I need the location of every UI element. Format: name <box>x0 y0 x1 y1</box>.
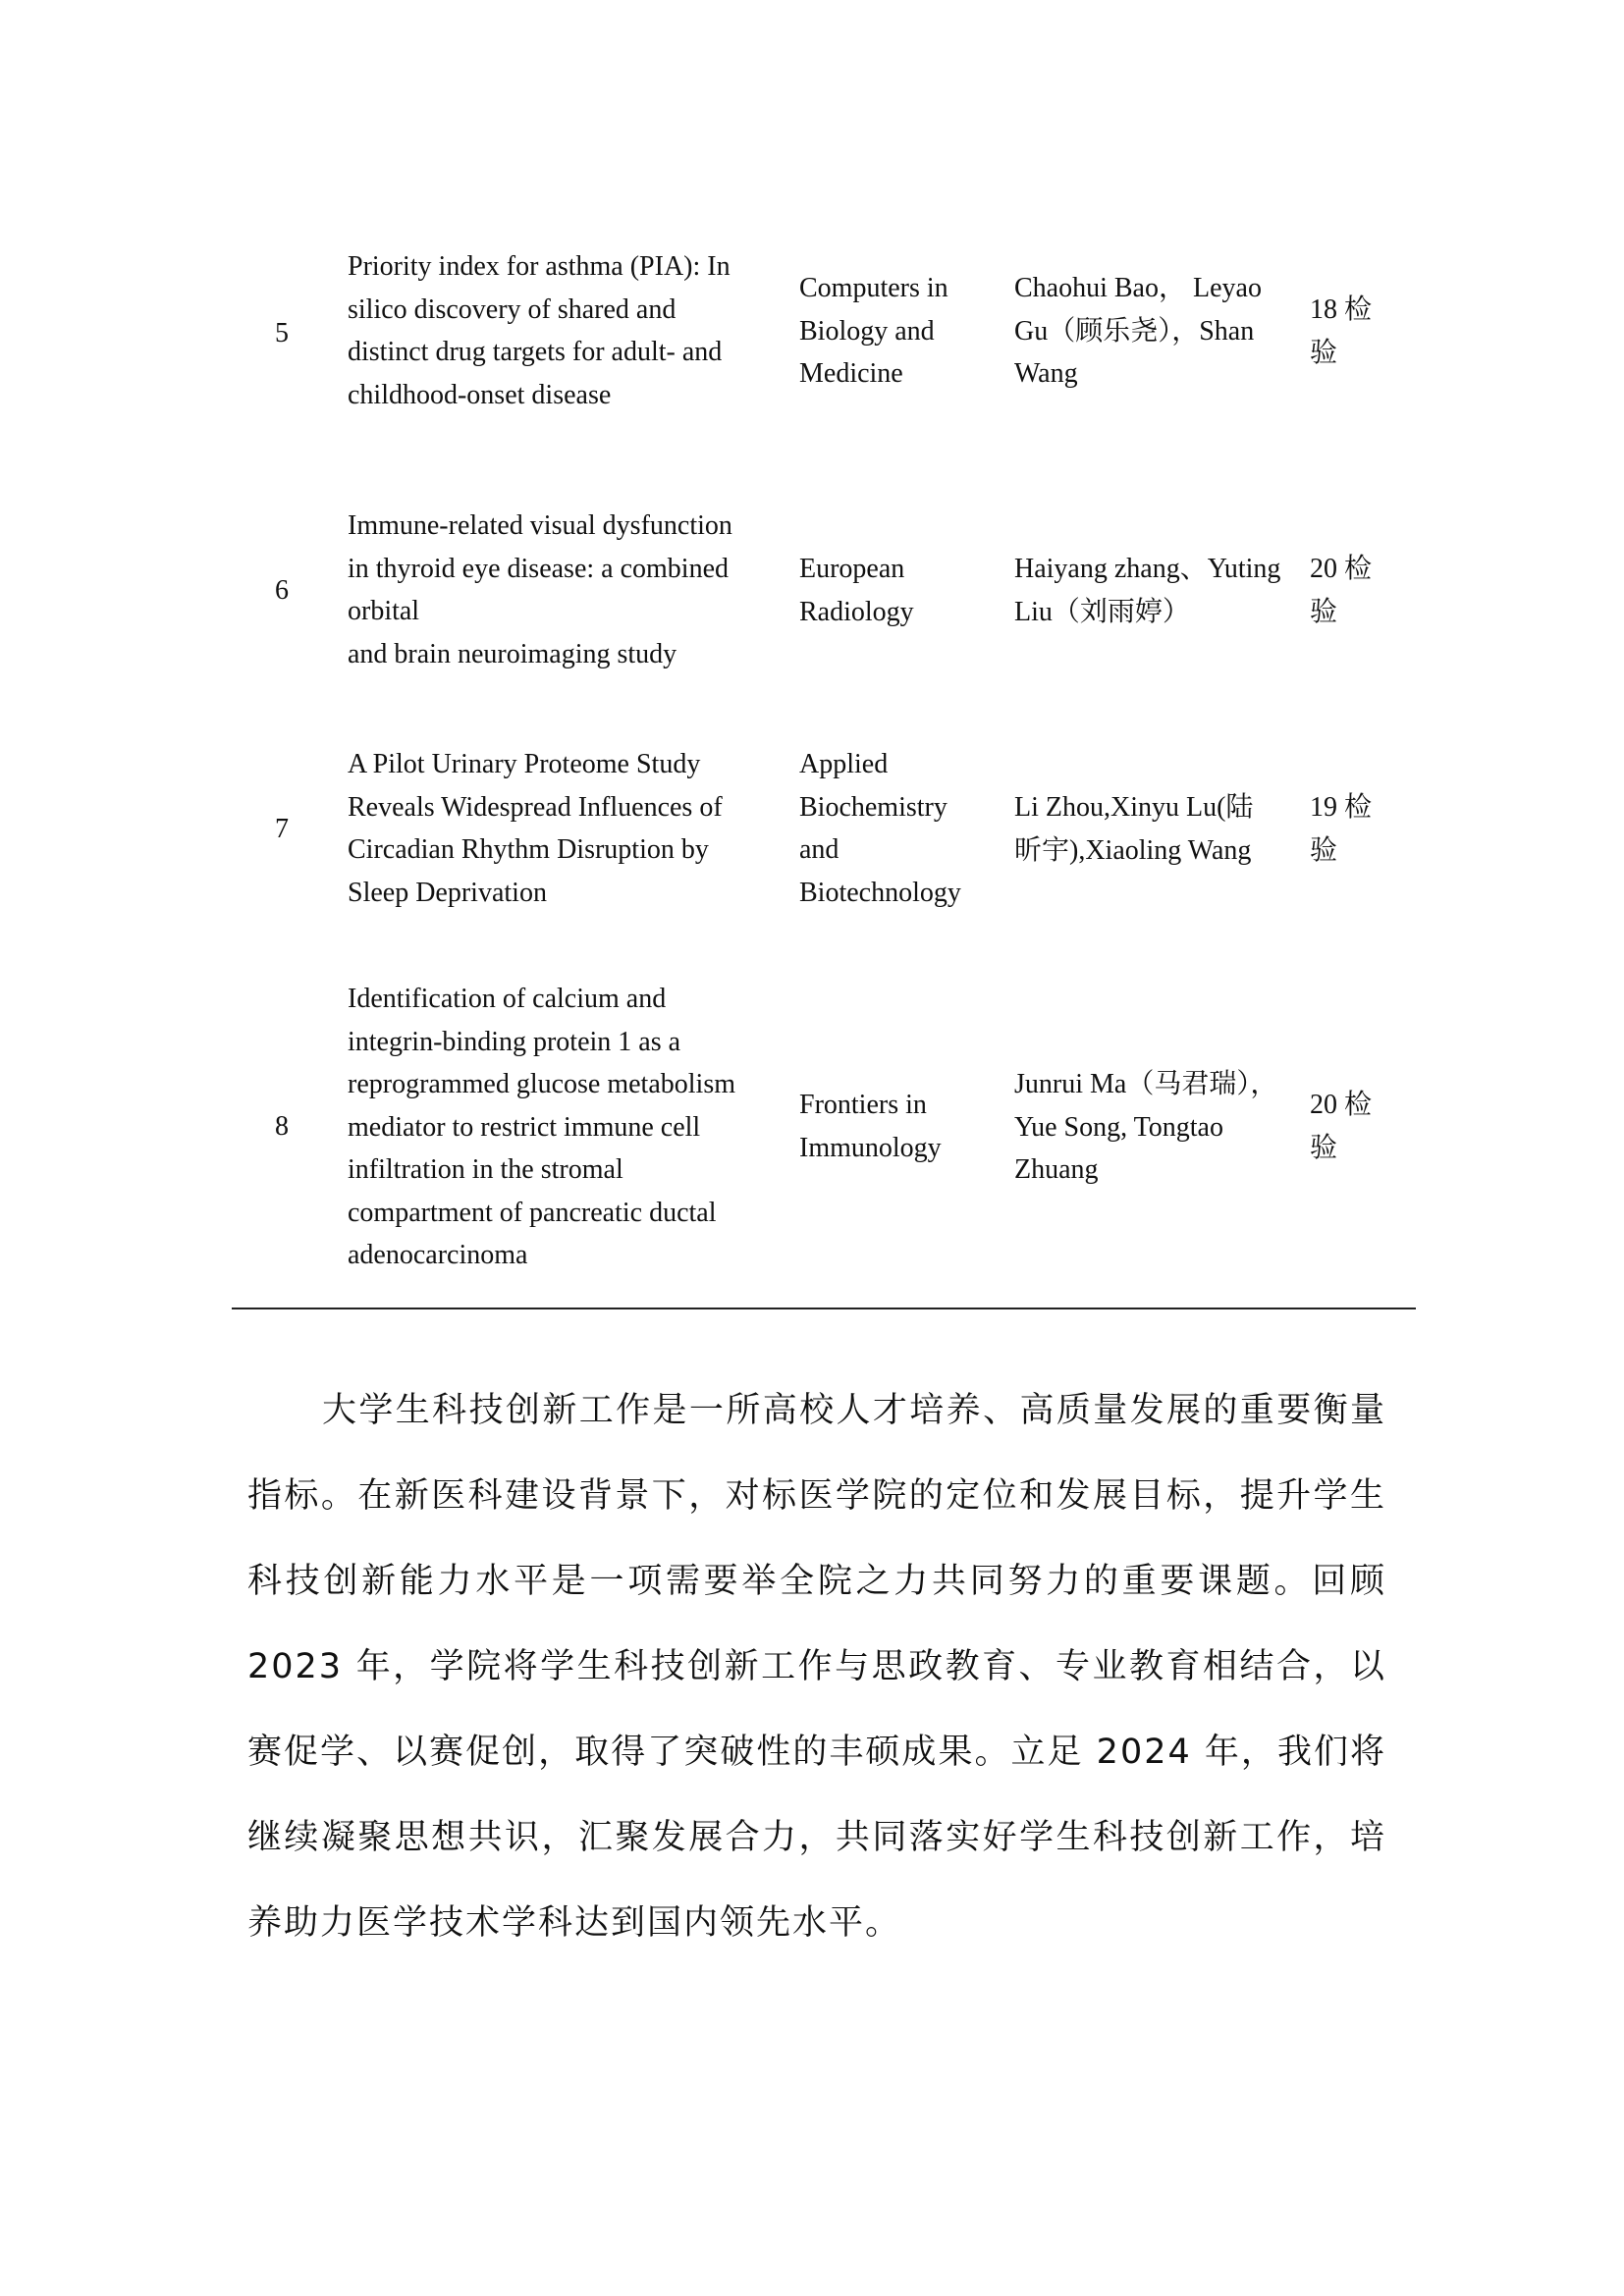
paper-number: 6 <box>275 575 289 606</box>
paper-title: Priority index for asthma (PIA): In silico discovery of shared and distinct drug targets for adult- and childhood-onset disease <box>348 251 731 410</box>
paper-journal: Computers in Biology and Medicine <box>799 273 948 389</box>
paper-title: A Pilot Urinary Proteome Study Reveals Widespread Influences of Circadian Rhythm Disruption by Sleep Deprivation <box>348 749 723 908</box>
paper-number: 7 <box>275 814 289 844</box>
paper-number: 5 <box>275 318 289 348</box>
paper-class: 18 检 验 <box>1310 294 1373 368</box>
paper-class: 19 检 验 <box>1310 792 1373 866</box>
table-bottom-rule <box>232 1308 1416 1309</box>
paper-authors: Junrui Ma（马君瑞）， Yue Song, Tongtao Zhuang <box>1014 1069 1278 1185</box>
paper-title: Immune-related visual dysfunction in thyroid eye disease: a combined orbital and brain neuroimaging study <box>348 510 732 669</box>
paper-class: 20 检 验 <box>1310 554 1373 627</box>
paper-class: 20 检 验 <box>1310 1090 1373 1163</box>
body-paragraph: 大学生科技创新工作是一所高校人才培养、高质量发展的重要衡量指标。在新医科建设背景下，对标医学院的定位和发展目标，提升学生科技创新能力水平是一项需要举全院之力共同努力的重要课题。回顾 2023 年，学院将学生科技创新工作与思政教育、专业教育相结合，以赛促学、以赛促创，取得了突破性的丰硕成果。立足 2024 年，我们将继续凝聚思想共识，汇聚发展合力，共同落实好学生科技创新工作，培养助力医学技术学科达到国内领先水平。 <box>247 1391 1386 1943</box>
paper-number: 8 <box>275 1111 289 1142</box>
paper-journal: Applied Biochemistry and Biotechnology <box>799 749 961 908</box>
paper-authors: Li Zhou,Xinyu Lu(陆 昕宇),Xiaoling Wang <box>1014 792 1254 866</box>
paper-journal: European Radiology <box>799 554 914 627</box>
paper-authors: Haiyang zhang、Yuting Liu（刘雨婷） <box>1014 554 1281 627</box>
paper-title: Identification of calcium and integrin-binding protein 1 as a reprogrammed glucose metabolism mediator to restrict immune cell infiltration in the stromal compartment of pancreatic ductal adenocarcinoma <box>348 984 735 1270</box>
paper-journal: Frontiers in Immunology <box>799 1090 942 1163</box>
paper-authors: Chaohui Bao， Leyao Gu（顾乐尧），Shan Wang <box>1014 273 1262 389</box>
